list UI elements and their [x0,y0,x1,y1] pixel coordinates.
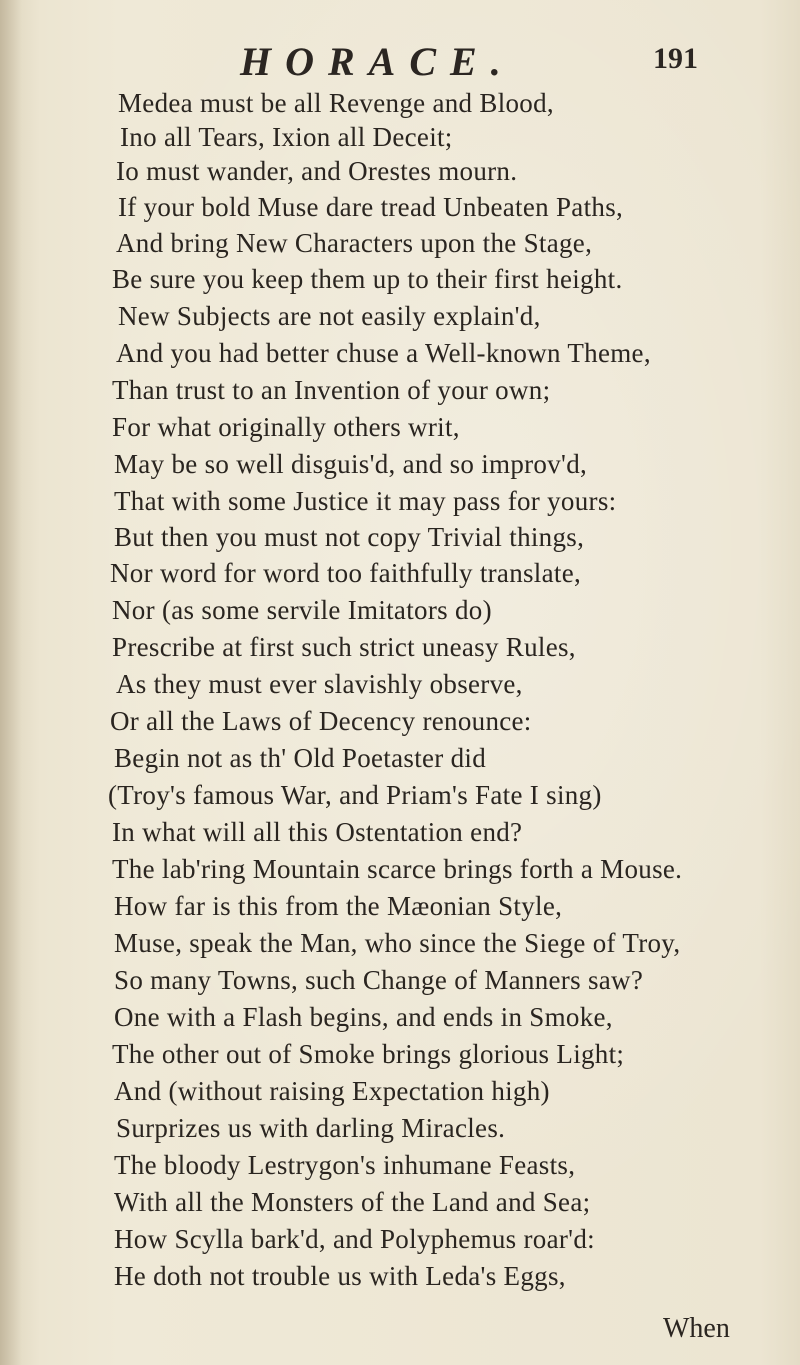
verse-line: So many Towns, such Change of Manners saw? [114,965,644,995]
verse-line: How Scylla bark'd, and Polyphemus roar'd: [114,1224,595,1254]
verse-line: The lab'ring Mountain scarce brings forth a Mouse. [112,854,683,884]
page-number: 191 [653,42,698,75]
verse-line: Be sure you keep them up to their first height. [112,264,623,294]
verse-line: For what originally others writ, [112,412,460,442]
verse-line: New Subjects are not easily explain'd, [118,301,541,331]
verse-line: Surprizes us with darling Miracles. [116,1113,506,1143]
catchword: When [663,1313,730,1344]
page-header [0,38,800,88]
verse-line: He doth not trouble us with Leda's Eggs, [114,1261,566,1291]
verse-line: Ino all Tears, Ixion all Deceit; [120,122,453,152]
verse-line: In what will all this Ostentation end? [112,817,523,847]
verse-line: Than trust to an Invention of your own; [112,375,551,405]
gutter-shadow [0,0,22,1365]
verse-line: And (without raising Expectation high) [114,1076,550,1106]
verse-line: Or all the Laws of Decency renounce: [110,706,532,736]
verse-line: Io must wander, and Orestes mourn. [116,156,518,186]
verse-line: And you had better chuse a Well-known Theme, [116,338,651,368]
running-head: HORACE. [240,39,515,84]
verse-line: With all the Monsters of the Land and Sea; [114,1187,591,1217]
verse-line: That with some Justice it may pass for yours: [114,486,617,516]
verse-line: And bring New Characters upon the Stage, [116,228,593,258]
verse-line: (Troy's famous War, and Priam's Fate I sing) [108,780,602,810]
verse-line: Prescribe at first such strict uneasy Rules, [112,632,576,662]
verse-line: But then you must not copy Trivial things, [114,522,585,552]
verse-line: Nor word for word too faithfully translate, [110,558,582,588]
verse-line: As they must ever slavishly observe, [116,669,523,699]
verse-line: The other out of Smoke brings glorious Light; [112,1039,625,1069]
verse-line: If your bold Muse dare tread Unbeaten Paths, [118,192,624,222]
verse-line: One with a Flash begins, and ends in Smoke, [114,1002,613,1032]
verse-line: Begin not as th' Old Poetaster did [114,743,487,773]
verse-line: Muse, speak the Man, who since the Siege of Troy, [114,928,681,958]
verse-line: How far is this from the Mæonian Style, [114,891,563,921]
verse-line: The bloody Lestrygon's inhumane Feasts, [114,1150,576,1180]
verse-line: Medea must be all Revenge and Blood, [118,88,554,118]
verse-line: May be so well disguis'd, and so improv'd, [114,449,588,479]
verse-line: Nor (as some servile Imitators do) [112,595,492,625]
